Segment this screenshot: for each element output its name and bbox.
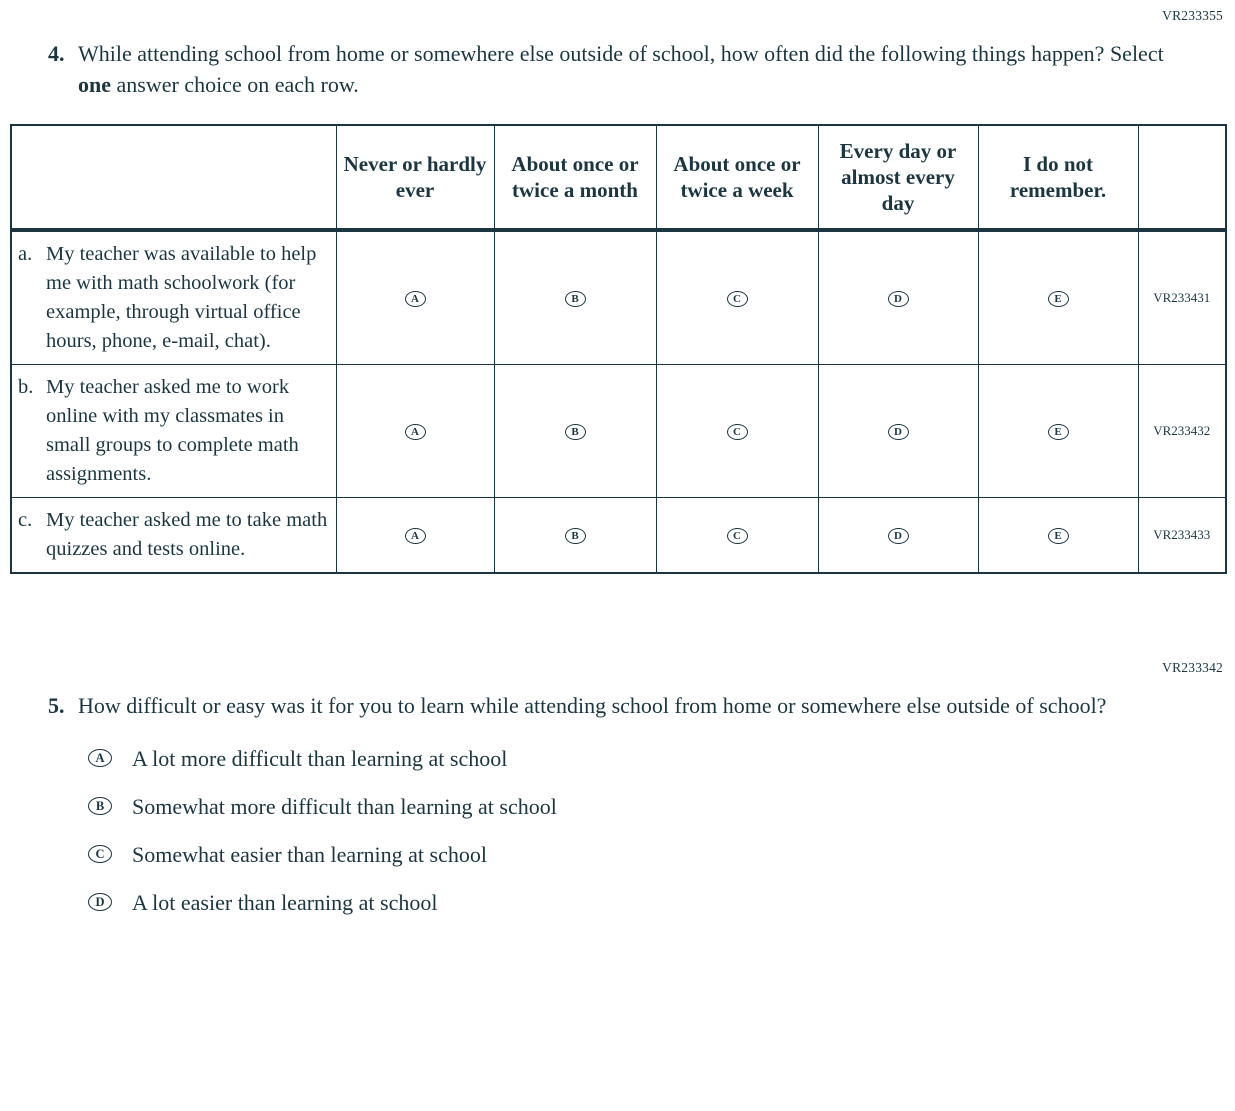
form-code-mid: VR233342	[1162, 660, 1223, 675]
table-row-c	[11, 498, 1226, 574]
q5-option-b	[88, 791, 1225, 822]
row-a-bubble-e[interactable]: E	[1048, 291, 1069, 307]
row-a-cell-e	[978, 230, 1138, 365]
q5-option-c-label: Somewhat easier than learning at school	[132, 842, 487, 867]
row-b-label	[18, 373, 332, 489]
row-b-bubble-d[interactable]: D	[888, 424, 909, 440]
row-c-bubble-a[interactable]: A	[405, 528, 426, 544]
row-a-letter: a.	[18, 243, 33, 265]
header-never: Never or hardly ever	[336, 125, 494, 230]
question-5-options	[88, 743, 1225, 918]
q5-option-a	[88, 743, 1225, 774]
row-b-cell-b	[494, 365, 656, 498]
question-5-prompt: How difficult or easy was it for you to learn while attending school from home or somewhere else outside of school?	[78, 693, 1107, 718]
q5-option-a-label: A lot more difficult than learning at school	[132, 746, 508, 771]
row-a-cell-d	[818, 230, 978, 365]
row-a-text: My teacher was available to help me with math schoolwork (for example, through virtual office hours, phone, e-mail, chat).	[46, 243, 317, 352]
q5-option-d-label: A lot easier than learning at school	[132, 890, 438, 915]
row-b-code: VR233432	[1138, 365, 1226, 498]
row-c-bubble-b[interactable]: B	[565, 528, 586, 544]
row-a-cell-c	[656, 230, 818, 365]
q5-bubble-b[interactable]: B	[88, 797, 112, 815]
q5-bubble-c[interactable]: C	[88, 845, 112, 863]
row-b-bubble-e[interactable]: E	[1048, 424, 1069, 440]
form-code-top: VR233355	[1162, 8, 1223, 23]
row-a-code: VR233431	[1138, 230, 1226, 365]
row-b-stub	[11, 365, 336, 498]
q5-option-c	[88, 839, 1225, 870]
header-stub-cell	[11, 125, 336, 230]
header-once-week: About once or twice a week	[656, 125, 818, 230]
header-not-remember: I do not remember.	[978, 125, 1138, 230]
row-a-bubble-c[interactable]: C	[727, 291, 748, 307]
row-a-bubble-b[interactable]: B	[565, 291, 586, 307]
row-c-text: My teacher asked me to take math quizzes and tests online.	[46, 509, 328, 560]
row-b-cell-e	[978, 365, 1138, 498]
q5-bubble-d[interactable]: D	[88, 893, 112, 911]
row-c-cell-c	[656, 498, 818, 574]
question-4-prompt	[78, 38, 1185, 100]
header-once-month: About once or twice a month	[494, 125, 656, 230]
row-b-bubble-a[interactable]: A	[405, 424, 426, 440]
row-b-bubble-b[interactable]: B	[565, 424, 586, 440]
question-5-number: 5.	[48, 693, 65, 718]
row-a-stub	[11, 230, 336, 365]
row-b-bubble-c[interactable]: C	[727, 424, 748, 440]
q5-option-d	[88, 887, 1225, 918]
row-c-bubble-d[interactable]: D	[888, 528, 909, 544]
row-c-stub	[11, 498, 336, 574]
question-5	[40, 690, 1185, 721]
table-header-row	[11, 125, 1226, 230]
question-4-prompt-part2: answer choice on each row.	[111, 72, 359, 97]
row-b-cell-c	[656, 365, 818, 498]
q5-bubble-a[interactable]: A	[88, 749, 112, 767]
question-4-number: 4.	[48, 41, 65, 66]
row-c-cell-b	[494, 498, 656, 574]
q4-answer-table	[10, 124, 1227, 574]
row-a-bubble-a[interactable]: A	[405, 291, 426, 307]
row-c-bubble-c[interactable]: C	[727, 528, 748, 544]
row-b-text: My teacher asked me to work online with my classmates in small groups to complete math assignments.	[46, 376, 299, 485]
row-a-label	[18, 240, 332, 356]
row-c-bubble-e[interactable]: E	[1048, 528, 1069, 544]
row-c-cell-e	[978, 498, 1138, 574]
q5-option-b-label: Somewhat more difficult than learning at school	[132, 794, 557, 819]
header-every-day: Every day or almost every day	[818, 125, 978, 230]
row-b-cell-a	[336, 365, 494, 498]
row-a-cell-b	[494, 230, 656, 365]
header-code-cell	[1138, 125, 1226, 230]
row-b-letter: b.	[18, 376, 34, 398]
row-c-label	[18, 506, 332, 564]
row-c-code: VR233433	[1138, 498, 1226, 574]
row-c-cell-a	[336, 498, 494, 574]
question-4	[40, 38, 1185, 100]
row-b-cell-d	[818, 365, 978, 498]
question-4-prompt-bold: one	[78, 72, 111, 97]
table-row-b	[11, 365, 1226, 498]
row-a-cell-a	[336, 230, 494, 365]
row-c-letter: c.	[18, 509, 33, 531]
question-4-prompt-part1: While attending school from home or somewhere else outside of school, how often did the following things happen? Select	[78, 41, 1164, 66]
row-c-cell-d	[818, 498, 978, 574]
row-a-bubble-d[interactable]: D	[888, 291, 909, 307]
table-row-a	[11, 230, 1226, 365]
